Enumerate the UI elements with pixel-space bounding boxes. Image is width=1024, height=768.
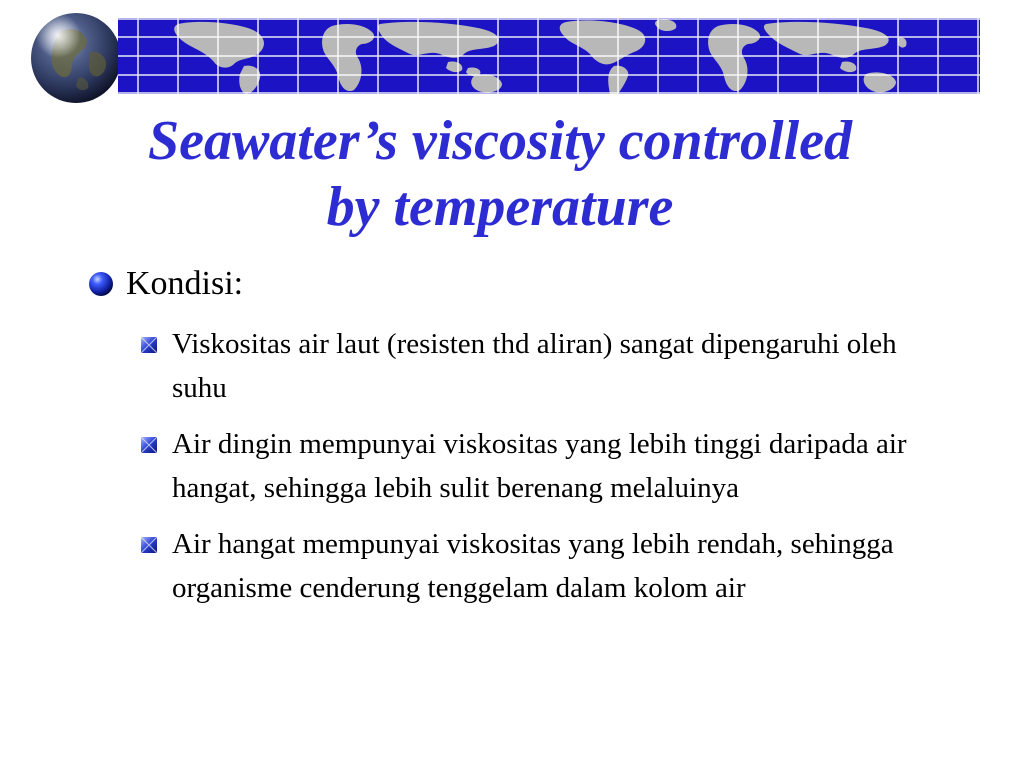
list-item: [140, 322, 940, 410]
globe-icon: [30, 12, 122, 104]
blue-sphere-bullet-icon: [88, 271, 114, 297]
blue-square-bullet-icon: [140, 536, 158, 554]
bullet-item: [88, 262, 243, 306]
world-map-icon: [118, 18, 980, 94]
sub-bullet-text: Viskositas air laut (resisten thd aliran) sangat dipengaruhi oleh suhu: [172, 328, 897, 404]
slide-title: [60, 108, 940, 240]
list-item: [140, 422, 940, 510]
blue-square-bullet-icon: [140, 436, 158, 454]
sub-bullet-text: Air dingin mempunyai viskositas yang lebih tinggi daripada air hangat, sehingga lebih sulit berenang melaluinya: [172, 428, 907, 504]
sub-bullet-text: Air hangat mempunyai viskositas yang lebih rendah, sehingga organisme cenderung tenggelam dalam kolom air: [172, 528, 894, 604]
list-item: [140, 522, 940, 610]
bullet-text: Kondisi:: [126, 265, 244, 302]
title-line-2: by temperature: [326, 176, 674, 238]
sub-bullet-list: [140, 322, 940, 622]
title-line-1: Seawater’s viscosity controlled: [147, 110, 853, 172]
blue-square-bullet-icon: [140, 336, 158, 354]
